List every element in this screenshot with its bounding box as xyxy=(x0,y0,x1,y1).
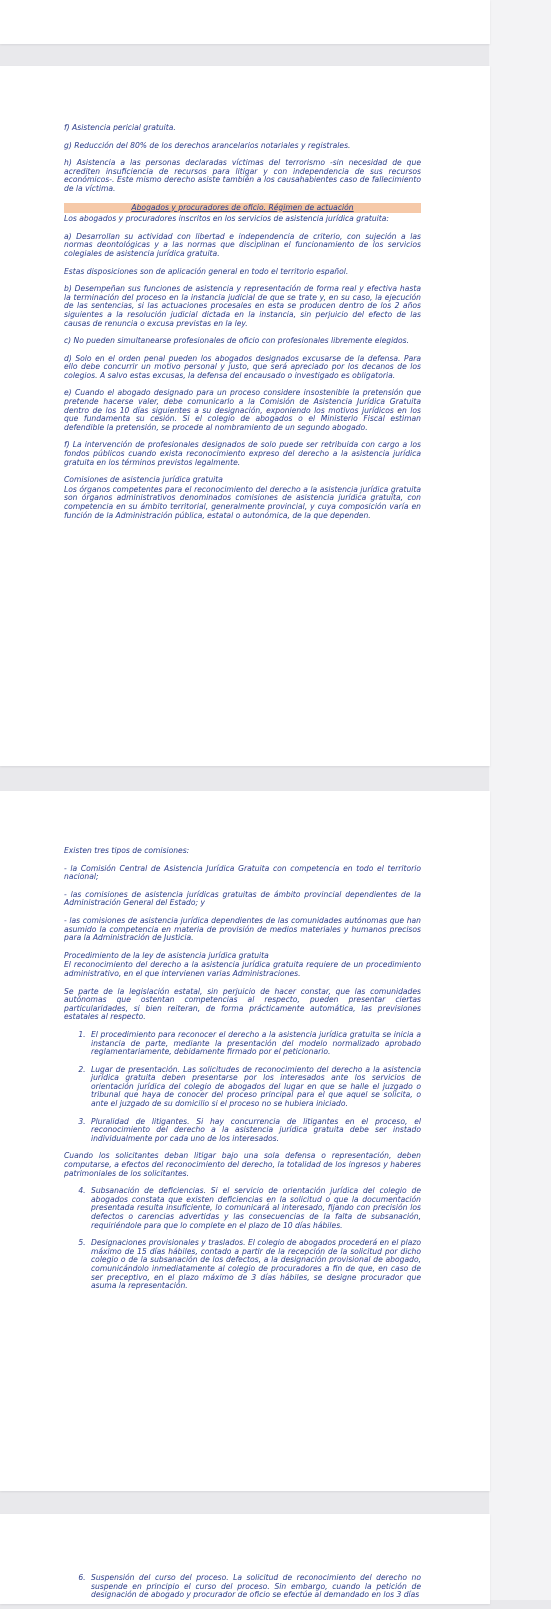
tipos-comisiones-intro: Existen tres tipos de comisiones: xyxy=(64,846,190,855)
tipo-comision-autonomica: - las comisiones de asistencia jurídica dependientes de las comunidades autónomas que han asumido la competencia en materia de provisión de medios materiales y humanos precisos para la Administración de Justicia. xyxy=(64,915,421,943)
comisiones-heading: Comisiones de asistencia jurídica gratuita xyxy=(64,475,223,485)
procedimiento-heading: Procedimiento de la ley de asistencia jurídica gratuita xyxy=(64,950,269,960)
item-c-no-simultanear: c) No pueden simultanearse profesionales de oficio con profesionales libremente elegidos. xyxy=(64,336,410,346)
section-heading-abogados-procuradores: Abogados y procuradores de oficio. Régimen de actuación xyxy=(64,203,421,214)
item-d-orden-penal: d) Solo en el orden penal pueden los abogados designados excusarse de la defensa. Para ello debe concurrir un motivo personal y justo, que será apreciado por los decanos de los colegios. A salvo estas excusas, la defensa del encausado o investigado es obligatoria. xyxy=(64,353,421,380)
item-g-reduccion-derechos: g) Reducción del 80% de los derechos arancelarios notariales y registrales. xyxy=(64,140,351,150)
tipo-comision-central: - la Comisión Central de Asistencia Jurídica Gratuita con competencia en todo el territorio nacional; xyxy=(64,863,421,882)
litigantes-computo-text: Cuando los solicitantes deban litigar bajo una sola defensa o representación, deben computarse, a efectos del reconocimiento del derecho, la totalidad de los ingresos y haberes patrimoniales de los solicitantes. xyxy=(64,1151,421,1178)
viewer-scrollbar-track[interactable] xyxy=(489,0,551,1600)
document-page-2 xyxy=(0,66,490,766)
procedure-step-6: 6. Suspensión del curso del proceso. La solicitud de reconocimiento del derecho no suspende en principio el curso del proceso. Sin embargo, cuando la petición de designación de abogado y procurador de oficio se efectúe al demandado en los 3 días xyxy=(88,1574,421,1600)
procedure-step-2: 2. Lugar de presentación. Las solicitudes de reconocimiento del derecho a la asistencia jurídica gratuita deben presentarse por los interesados ante los servicios de orientación jurídica del colegio de abogados del lugar en que se halle el juzgado o tribunal que haya de conocer del proceso principal para el que aquel se solicita, o ante el juzgado de su domicilio si el proceso no se hubiera iniciado. xyxy=(88,1066,421,1109)
page-3-text xyxy=(64,847,421,1300)
abogados-intro: Los abogados y procuradores inscritos en los servicios de asistencia jurídica gratuita: xyxy=(64,214,389,224)
comisiones-text: Los órganos competentes para el reconocimiento del derecho a la asistencia jurídica gratuita son órganos administrativos denominados comisiones de asistencia jurídica gratuita, con competencia en su ámbito territorial, generalmente provincial, y cuya composición varía en función de la Administración pública, estatal o autonómica, de la que dependen. xyxy=(64,484,421,520)
document-page-1 xyxy=(0,0,490,44)
item-h-victimas-terrorismo: h) Asistencia a las personas declaradas víctimas del terrorismo -sin necesidad de que acrediten insuficiencia de recursos para litigar y con independencia de sus recursos económicos-. Este mismo derecho asiste también a los causahabientes caso de fallecimiento de la víctima. xyxy=(64,158,421,193)
page-2-text xyxy=(64,124,421,529)
procedure-step-4: 4. Subsanación de deficiencias. Si el servicio de orientación jurídica del colegio de abogados constata que existen deficiencias en la solicitud o que la documentación presentada resulta insuficiente, lo comunicará al interesado, fijando con precisión los defectos o carencias advertidas y las consecuencias de la falta de subsanación, requiriéndole para que lo complete en el plazo de 10 días hábiles. xyxy=(88,1187,421,1230)
procedure-step-1: 1. El procedimiento para reconocer el derecho a la asistencia jurídica gratuita se inicia a instancia de parte, mediante la presentación del modelo normalizado aprobado reglamentariamente, debidamente firmado por el peticionario. xyxy=(88,1031,421,1057)
legislacion-text: Se parte de la legislación estatal, sin perjuicio de hacer constar, que las comunidades autónomas que ostentan competencias al respecto, pueden presentar ciertas particularidades, si bien reiteran, de forma prácticamente automática, las previsiones estatales al respecto. xyxy=(64,986,421,1022)
item-f-fondos-publicos: f) La intervención de profesionales designados de solo puede ser retribuida con cargo a los fondos públicos cuando exista reconocimiento expreso del derecho a la asistencia jurídica gratuita en los términos previstos legalmente. xyxy=(64,440,421,467)
procedure-steps-list-b xyxy=(64,1187,421,1291)
general-application-note: Estas disposiciones son de aplicación general en todo el territorio español. xyxy=(64,266,349,276)
document-page-4 xyxy=(0,1514,490,1604)
item-a-libertad-independencia: a) Desarrollan su actividad con libertad e independencia de criterio, con sujeción a las normas deontológicas y a las normas que disciplinan el funcionamiento de los servicios colegiales de asistencia jurídica gratuita. xyxy=(64,231,421,258)
tipo-comision-provincial: - las comisiones de asistencia jurídicas gratuitas de ámbito provincial dependientes de la Administración General del Estado; y xyxy=(64,889,421,908)
item-b-representacion-real: b) Desempeñan sus funciones de asistencia y representación de forma real y efectiva hasta la terminación del proceso en la instancia judicial de que se trate y, en su caso, la ejecución de las sentencias, si las actuaciones procesales en esta se producen dentro de los 2 años siguientes a la resolución judicial dictada en la instancia, sin perjuicio del efecto de las causas de renuncia o excusa previstas en la ley. xyxy=(64,284,421,328)
procedure-steps-list-c xyxy=(64,1574,421,1600)
document-page-3 xyxy=(0,791,490,1491)
page-4-text xyxy=(64,1574,421,1609)
procedure-steps-list-a xyxy=(64,1031,421,1144)
item-e-pretension-insostenible: e) Cuando el abogado designado para un proceso considere insostenible la pretensión que pretende hacerse valer, debe comunicarlo a la Comisión de Asistencia Jurídica Gratuita dentro de los 10 días siguientes a su designación, exponiendo los motivos jurídicos en los que fundamenta su cesión. Si el colegio de abogados o el Ministerio Fiscal estiman defendible la pretensión, se procede al nombramiento de un segundo abogado. xyxy=(64,388,421,432)
procedimiento-text: El reconocimiento del derecho a la asistencia jurídica gratuita requiere de un procedimiento administrativo, en el que intervienen varias Administraciones. xyxy=(64,960,421,978)
procedure-step-3: 3. Pluralidad de litigantes. Si hay concurrencia de litigantes en el proceso, el reconocimiento del derecho a la asistencia jurídica gratuita debe ser instado individualmente por cada uno de los interesados. xyxy=(88,1118,421,1144)
item-f-asistencia-pericial: f) Asistencia pericial gratuita. xyxy=(64,123,176,132)
procedure-step-5: 5. Designaciones provisionales y traslados. El colegio de abogados procederá en el plazo máximo de 15 días hábiles, contado a partir de la recepción de la solicitud por dicho colegio o de la subsanación de los defectos, a la designación provisional de abogado, comunicándolo inmediatamente al colegio de procuradores a fin de que, en caso de ser preceptivo, en el plazo máximo de 3 días hábiles, se designe procurador que asuma la representación. xyxy=(88,1239,421,1291)
